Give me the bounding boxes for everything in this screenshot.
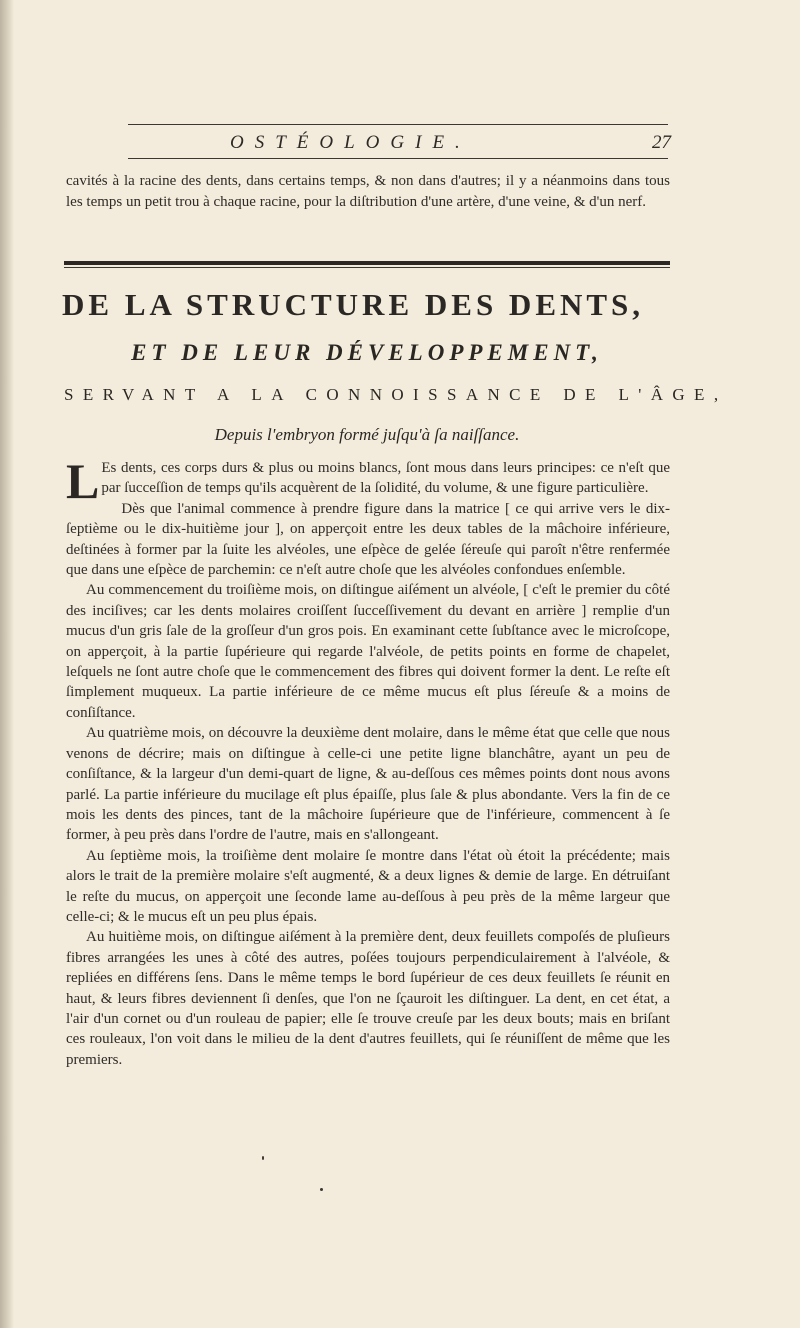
header-bottom-rule	[128, 158, 668, 159]
section-title-line-1: DE LA STRUCTURE DES DENTS,	[62, 287, 645, 322]
drop-cap: L	[66, 453, 100, 509]
paragraph-5: Au ſeptième mois, la troiſième dent molaire ſe montre dans l'état où étoit la précédente; mais alors le trait de la première molaire s'eſt augmenté, & a deux lignes & demie de large. En détruiſant le reſte du mucus, on apperçoit une ſeconde lame au-deſſous à peu près de la même largeur que celle-ci; & le mucus eſt un peu plus épais.	[66, 847, 670, 925]
paragraph-3: Au commencement du troiſième mois, on diſtingue aiſément un alvéole, [ c'eſt le premier du côté des inciſives; car les dents molaires croiſſent ſucceſſivement du devant en arrière ] remplie d'un mucus d'un gris ſale de la groſſeur d'un gros pois. En examinant cette ſubſtance avec le microſcope, on apperçoit, à la partie ſupérieure qui regarde l'alvéole, de petits points en forme de chapelet, leſquels ne ſont autre choſe que le commencement des fibres qui doivent former la dent. Le reſte eſt ſimplement muqueux. La partie inférieure de ce même mucus eſt plus ſéreuſe & a moins de conſiſtance.	[66, 582, 670, 721]
section-separator-rule	[64, 261, 670, 265]
ink-fleck	[320, 1188, 323, 1191]
paragraph-4: Au quatrième mois, on découvre la deuxième dent molaire, dans le même état que celle que nous venons de décrire; mais on diſtingue à celle-ci une petite ligne blanchâtre, ayant un peu de conſiſtance, & la largeur d'un demi-quart de ligne, & au-deſſous ces mêmes points dont nous avons parlé. La partie inférieure du mucilage eſt plus épaiſſe, plus ſale & plus abondante. Vers la fin de ce mois les dents des pinces, tant de la mâchoire ſupérieure que de l'inférieure, commencent à ſe former, à peu près dans l'ordre de l'autre, mais en s'allongeant.	[66, 725, 670, 844]
paragraph-1-text: Es dents, ces corps durs & plus ou moins blancs, ſont mous dans leurs principes: ce n'eſt que par ſucceſſion de temps qu'ils acquèrent de la ſolidité, du volume, & une figure particulière.	[101, 460, 670, 497]
section-title-line-2: ET DE LEUR DÉVELOPPEMENT,	[131, 340, 603, 365]
page-binding-edge	[0, 0, 14, 1328]
continuation-paragraph: cavités à la racine des dents, dans certains temps, & non dans d'autres; il y a néanmoins dans tous les temps un petit trou à chaque racine, pour la diſtribution d'une artère, d'une veine, & d'un nerf.	[66, 173, 670, 210]
header-top-rule	[128, 124, 668, 125]
paragraph-6: Au huitième mois, on diſtingue aiſément à la première dent, deux feuillets compoſés de pluſieurs fibres arrangées les unes à côté des autres, poſées toujours perpendiculairement à l'alvéole, & repliées en différens ſens. Dans le même temps le bord ſupérieur de ces deux feuillets ſe réunit en haut, & leurs fibres deviennent ſi denſes, que l'on ne ſçauroit les diſtinguer. La dent, en cet état, a l'air d'un cornet ou d'un rouleau de papier; elle ſe trouve creuſe par les deux bouts; mais en briſant ces rouleaux, l'on voit dans le milieu de la dent d'autres feuillets, qui ſe réuniſſent de même que les premiers.	[66, 929, 670, 1068]
page-number: 27	[652, 132, 671, 153]
paragraph-1	[66, 453, 670, 509]
section-title-line-3: SERVANT A LA CONNOISSANCE DE L'ÂGE,	[64, 385, 728, 404]
section-subtitle: Depuis l'embryon formé juſqu'à ſa naiſſance.	[214, 425, 520, 444]
running-head-title: OSTÉOLOGIE.	[230, 132, 471, 153]
section-separator-fine-rule	[64, 267, 670, 268]
body-text	[66, 453, 670, 1070]
paragraph-2: Dès que l'animal commence à prendre figure dans la matrice [ ce qui arrive vers le dix-ſeptième ou le dix-huitième jour ], on apperçoit entre les deux tables de la mâchoire inférieure, deſtinées à former par la ſuite les alvéoles, une eſpèce de gelée ſéreuſe qui paroît n'être renfermée que dans une eſpèce de parchemin: ce n'eſt autre choſe que les alvéoles confondues enſemble.	[66, 500, 670, 579]
ink-fleck	[262, 1156, 264, 1160]
